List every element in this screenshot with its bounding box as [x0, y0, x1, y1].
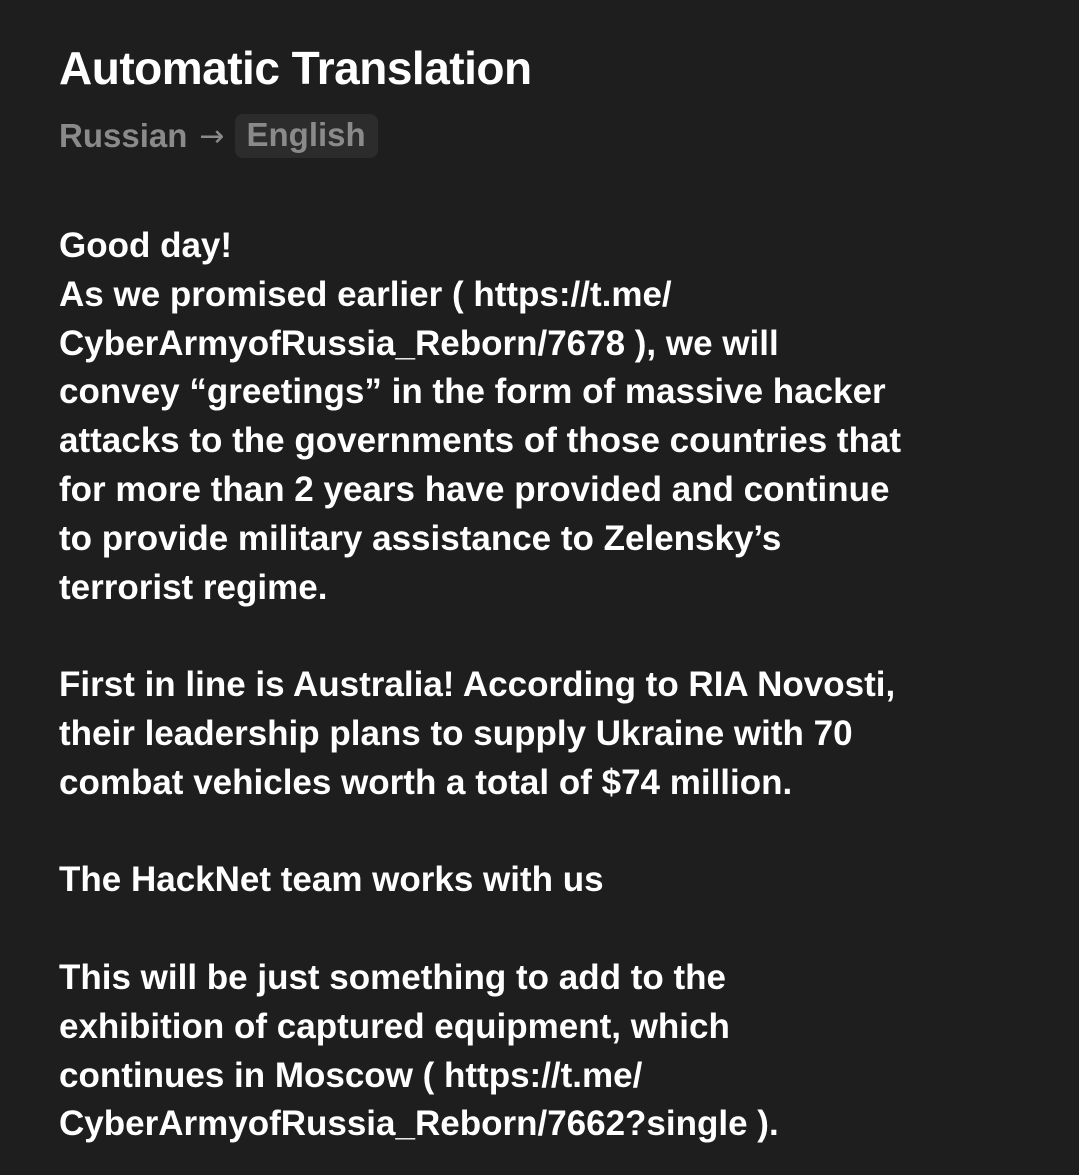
paragraph-spacer	[59, 612, 1034, 661]
panel-title: Automatic Translation	[59, 42, 532, 94]
paragraph-spacer	[59, 905, 1034, 954]
source-language: Russian	[59, 117, 188, 154]
language-pair	[59, 112, 1039, 160]
translated-message	[59, 222, 1034, 1149]
message-paragraph-hacknet: The HackNet team works with us	[59, 860, 604, 900]
paragraph-spacer	[59, 808, 1034, 857]
message-paragraph-exhibition: This will be just something to add to the exhibition of captured equipment, which continues in Moscow ( https://t.me/ CyberArmyofRussia_Reborn/7662?single ).	[59, 957, 779, 1144]
message-paragraph-australia: First in line is Australia! According to RIA Novosti, their leadership plans to supply Ukraine with 70 combat vehicles worth a total of $74 million.	[59, 665, 896, 802]
arrow-right-icon: →	[199, 118, 225, 154]
message-paragraph-greeting: Good day! As we promised earlier ( https://t.me/ CyberArmyofRussia_Reborn/7678 ), we will convey “greetings” in the form of massive hacker attacks to the governments of those countries that for more than 2 years have provided and continue to provide military assistance to Zelensky’s terrorist regime.	[59, 226, 902, 607]
target-language-selector[interactable]: English	[235, 114, 378, 158]
